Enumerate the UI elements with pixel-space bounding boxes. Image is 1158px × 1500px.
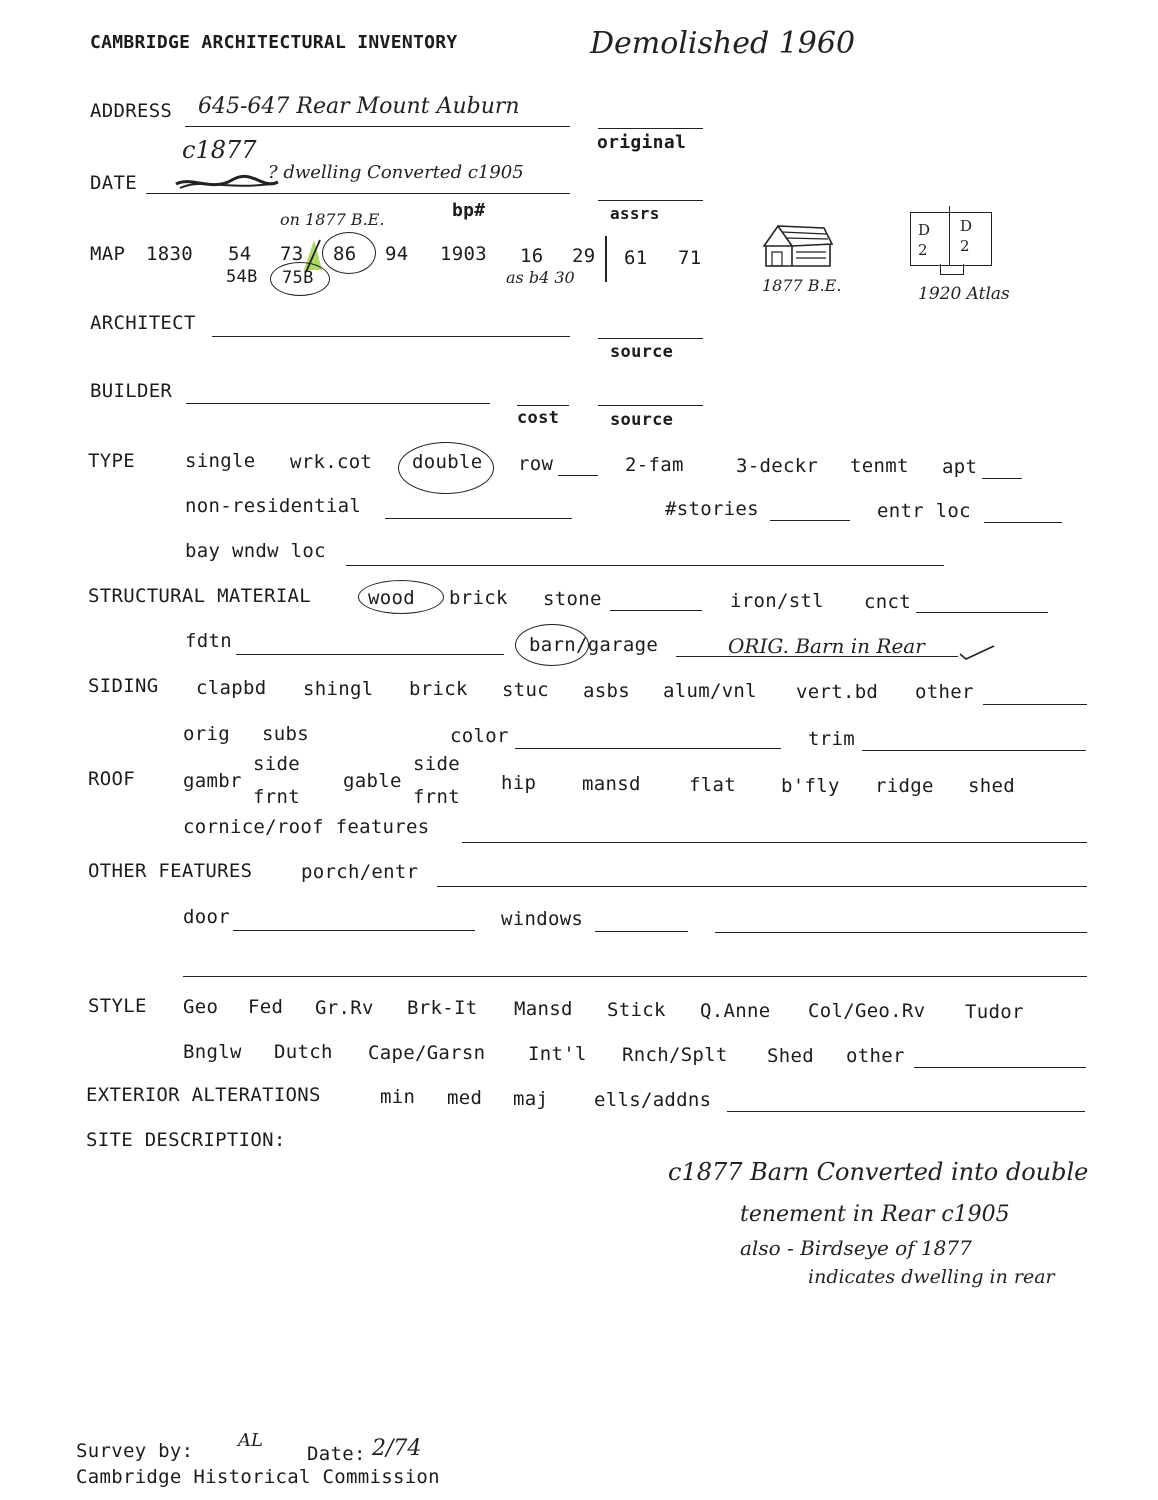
type-double-circle — [398, 442, 494, 494]
material-cnct-line — [916, 612, 1048, 613]
type-row-line — [558, 475, 598, 476]
style-mansd: Mansd — [514, 998, 573, 1020]
map-year-1830: 1830 — [146, 243, 193, 265]
site-description-line-1: c1877 Barn Converted into double — [668, 1158, 1089, 1186]
material-wood: wood — [368, 587, 415, 609]
siding-orig: orig — [183, 723, 230, 745]
entr-loc-line — [984, 522, 1062, 523]
demolished-note: Demolished 1960 — [590, 26, 856, 61]
original-label: original — [597, 132, 687, 153]
style-geo: Geo — [183, 996, 219, 1018]
porch-entr-line — [437, 886, 1087, 887]
cornice-line — [462, 842, 1087, 843]
style-cape-garsn: Cape/Garsn — [368, 1042, 486, 1064]
entr-loc-label: entr loc — [877, 500, 971, 522]
windows-label: windows — [501, 908, 584, 930]
survey-value: AL — [238, 1430, 263, 1451]
type-row: row — [518, 453, 554, 475]
roof-gambr-frnt: frnt — [253, 786, 300, 808]
architect-source-line — [598, 338, 703, 339]
address-value: 645-647 Rear Mount Auburn — [198, 94, 520, 119]
builder-line — [186, 403, 490, 404]
style-bnglw: Bnglw — [183, 1041, 242, 1063]
roof-gable-side: side — [413, 753, 460, 775]
non-residential-label: non-residential — [185, 495, 362, 517]
architect-label: ARCHITECT — [90, 312, 196, 334]
map-note-below: as b4 30 — [506, 268, 575, 287]
porch-entr-label: porch/entr — [301, 861, 419, 883]
type-apt-line — [982, 478, 1022, 479]
windows-line — [595, 931, 688, 932]
stories-line — [770, 520, 850, 521]
site-description-label: SITE DESCRIPTION: — [86, 1129, 286, 1151]
siding-subs: subs — [262, 723, 309, 745]
date-label: DATE — [90, 172, 137, 194]
other-features-blank-line — [183, 976, 1087, 977]
roof-hip: hip — [501, 772, 537, 794]
door-label: door — [183, 906, 230, 928]
material-stone-line — [610, 610, 702, 611]
type-2-fam: 2-fam — [625, 454, 684, 476]
map-sub-54b: 54B — [226, 267, 258, 287]
style-label: STYLE — [88, 995, 147, 1017]
style-intl: Int'l — [528, 1043, 587, 1065]
style-other: other — [846, 1045, 905, 1067]
ells-addns-line — [727, 1111, 1085, 1112]
alteration-min: min — [380, 1086, 416, 1108]
siding-trim-line — [862, 750, 1086, 751]
map-year-94: 94 — [385, 243, 409, 265]
style-q-anne: Q.Anne — [700, 1000, 771, 1022]
siding-brick: brick — [409, 678, 468, 700]
style-stick: Stick — [607, 999, 666, 1021]
style-rnch-splt: Rnch/Splt — [622, 1044, 728, 1066]
map-note-above: on 1877 B.E. — [280, 210, 385, 229]
map-year-71: 71 — [678, 247, 702, 269]
siding-trim-label: trim — [808, 728, 855, 750]
builder-label: BUILDER — [90, 380, 173, 402]
siding-stuc: stuc — [502, 679, 549, 701]
stories-label: #stories — [665, 498, 759, 520]
style-col-geo-rv: Col/Geo.Rv — [808, 1000, 926, 1022]
map-label: MAP — [90, 243, 126, 265]
map-divider — [605, 236, 607, 282]
map-year-1903: 1903 — [440, 243, 487, 265]
type-tenmt: tenmt — [850, 455, 909, 477]
alteration-maj: maj — [513, 1088, 549, 1110]
material-brick: brick — [449, 587, 508, 609]
map-75b-circle — [270, 262, 330, 296]
barn-note: ORIG. Barn in Rear — [728, 634, 925, 658]
footer-date-label: Date: — [307, 1443, 366, 1465]
style-gr-rv: Gr.Rv — [315, 997, 374, 1019]
type-double: double — [412, 451, 483, 473]
roof-gable: gable — [343, 770, 402, 792]
original-line-top — [598, 128, 703, 129]
site-description-line-2: tenement in Rear c1905 — [740, 1202, 1010, 1227]
material-cnct: cnct — [864, 591, 911, 613]
footer-date-value: 2/74 — [372, 1436, 422, 1461]
address-line — [185, 126, 570, 127]
survey-label: Survey by: — [76, 1440, 194, 1462]
builder-cost-line — [517, 405, 569, 406]
roof-ridge: ridge — [875, 775, 934, 797]
other-features-label: OTHER FEATURES — [88, 860, 253, 882]
siding-color-label: color — [450, 725, 509, 747]
style-fed: Fed — [248, 996, 284, 1018]
house-sketch-icon — [760, 220, 836, 272]
type-single: single — [185, 450, 256, 472]
siding-clapbd: clapbd — [196, 677, 267, 699]
architect-line — [212, 336, 570, 337]
fdtn-label: fdtn — [185, 630, 232, 652]
date-handwritten-top: c1877 — [182, 136, 257, 164]
material-wood-circle — [358, 580, 444, 614]
roof-shed: shed — [968, 775, 1015, 797]
map-sub-75b: 75B — [282, 268, 314, 288]
roof-mansd: mansd — [582, 773, 641, 795]
roof-gambr: gambr — [183, 770, 242, 792]
builder-source-line — [598, 405, 703, 406]
bay-wndw-loc-line — [346, 565, 944, 566]
atlas-label: 1920 Atlas — [918, 284, 1010, 304]
exterior-alterations-label: EXTERIOR ALTERATIONS — [86, 1084, 321, 1106]
map-year-29: 29 — [572, 245, 596, 267]
birdseye-label: 1877 B.E. — [762, 276, 842, 295]
assrs-label: assrs — [610, 204, 660, 223]
style-dutch: Dutch — [274, 1041, 333, 1063]
siding-other-line — [983, 704, 1087, 705]
map-year-86: 86 — [333, 243, 357, 265]
map-year-61: 61 — [624, 247, 648, 269]
material-stone: stone — [543, 588, 602, 610]
alteration-med: med — [447, 1087, 483, 1109]
type-wrk-cot: wrk.cot — [290, 451, 373, 473]
atlas-box-left: D 2 — [918, 221, 931, 259]
style-other-line — [914, 1067, 1086, 1068]
builder-source-label: source — [610, 410, 674, 430]
siding-asbs: asbs — [583, 680, 630, 702]
bp-label: bp# — [452, 200, 486, 221]
type-apt: apt — [942, 456, 978, 478]
non-residential-line — [385, 518, 572, 519]
siding-vert-bd: vert.bd — [796, 681, 879, 703]
form-title: CAMBRIDGE ARCHITECTURAL INVENTORY — [90, 32, 458, 53]
address-label: ADDRESS — [90, 100, 173, 122]
architect-source-label: source — [610, 342, 674, 362]
site-description-line-4: indicates dwelling in rear — [808, 1266, 1055, 1288]
cornice-label: cornice/roof features — [183, 816, 430, 838]
atlas-divider — [949, 206, 950, 266]
checkmark-icon — [958, 644, 998, 662]
site-description-line-3: also - Birdseye of 1877 — [740, 1236, 972, 1260]
roof-flat: flat — [689, 774, 736, 796]
siding-color-line — [515, 748, 781, 749]
barn-circle — [515, 624, 589, 666]
bay-wndw-loc-label: bay wndw loc — [185, 540, 326, 562]
door-line — [233, 930, 475, 931]
structural-label: STRUCTURAL MATERIAL — [88, 585, 312, 607]
map-86-circle — [322, 232, 376, 274]
date-handwritten-line: ? dwelling Converted c1905 — [268, 162, 524, 183]
siding-shingl: shingl — [303, 678, 374, 700]
roof-bfly: b'fly — [781, 775, 840, 797]
commission-name: Cambridge Historical Commission — [76, 1466, 440, 1488]
assrs-line — [598, 200, 703, 201]
type-label: TYPE — [88, 450, 135, 472]
style-tudor: Tudor — [965, 1001, 1024, 1023]
map-year-73: 73 — [280, 243, 304, 265]
siding-alum-vnl: alum/vnl — [663, 680, 757, 702]
map-year-54: 54 — [228, 243, 252, 265]
siding-other: other — [915, 681, 974, 703]
style-brk-it: Brk-It — [407, 997, 478, 1019]
windows-extra-line — [715, 932, 1087, 933]
date-line — [146, 193, 570, 194]
atlas-stub — [940, 264, 964, 275]
map-year-16: 16 — [520, 245, 544, 267]
atlas-box-right: D 2 — [960, 217, 973, 255]
siding-label: SIDING — [88, 675, 159, 697]
roof-gable-frnt: frnt — [413, 786, 460, 808]
roof-label: ROOF — [88, 768, 135, 790]
material-iron-stl: iron/stl — [730, 590, 824, 612]
style-shed: Shed — [767, 1045, 814, 1067]
roof-gambr-side: side — [253, 753, 300, 775]
alteration-ells-addns: ells/addns — [594, 1089, 712, 1111]
type-3-deckr: 3-deckr — [736, 455, 819, 477]
barn-garage-label: barn/garage — [529, 634, 659, 656]
fdtn-line — [236, 654, 504, 655]
builder-cost-label: cost — [517, 408, 560, 428]
